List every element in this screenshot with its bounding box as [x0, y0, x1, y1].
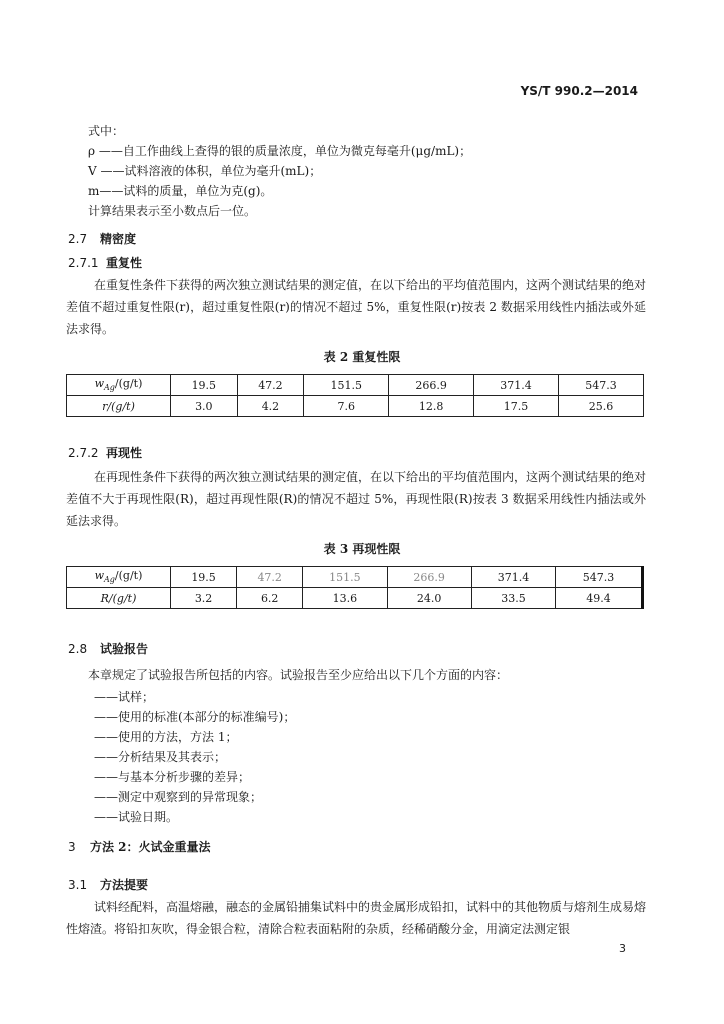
table-cell: 547.3 — [559, 375, 644, 396]
table-cell: 24.0 — [387, 588, 471, 609]
section-heading-2-7 — [68, 230, 136, 247]
symbol-w: w — [94, 377, 105, 391]
symbol-w: w — [94, 569, 105, 583]
table-cell: 4.2 — [237, 396, 304, 417]
table-row — [67, 396, 644, 417]
table-cell: 49.4 — [556, 588, 643, 609]
section-title: 再现性 — [106, 446, 143, 460]
list-item: ——测定中观察到的异常现象； — [94, 790, 263, 804]
row-header-mass-fraction — [67, 567, 171, 588]
unit-label: /(g/t) — [114, 377, 143, 391]
section-number: 2.7.2 — [68, 446, 99, 460]
test-report-intro: 本章规定了试验报告所包括的内容。试验报告至少应给出以下几个方面的内容： — [88, 668, 509, 682]
section-title: 方法提要 — [100, 878, 149, 892]
section-number: 2.7 — [68, 232, 88, 246]
section-heading-2-7-1 — [68, 254, 142, 271]
method-summary-paragraph: 试料经配料，高温熔融，融态的金属铅捕集试料中的贵金属形成铅扣，试料中的其他物质与熔剂生成易熔性熔渣。将铅扣灰吹，得金银合粒，清除合粒表面粘附的杂质，经稀硝酸分金，用滴定法测定银 — [66, 900, 647, 936]
legend-item-rho: ρ ——自工作曲线上查得的银的质量浓度，单位为微克每毫升(μg/mL)； — [88, 144, 472, 158]
table-cell: 6.2 — [237, 588, 303, 609]
table-cell: 47.2 — [237, 375, 304, 396]
list-item: ——分析结果及其表示； — [94, 750, 227, 764]
section-heading-2-8 — [68, 640, 148, 657]
table-cell: 33.5 — [471, 588, 555, 609]
subscript-ag: Ag — [104, 383, 115, 393]
section-title: 试验报告 — [100, 642, 149, 656]
page-number: 3 — [619, 942, 626, 955]
reproducibility-paragraph: 在再现性条件下获得的两次独立测试结果的测定值，在以下给出的平均值范围内，这两个测试结果的绝对差值不大于再现性限(R)，超过再现性限(R)的情况不超过 5%，再现性限(R)按表 3 数据采用线性内插法或外延法求得。 — [66, 470, 647, 528]
table-cell: 266.9 — [387, 567, 471, 588]
table-cell: 25.6 — [559, 396, 644, 417]
table-cell: 371.4 — [471, 567, 555, 588]
table-cell: 47.2 — [237, 567, 303, 588]
section-title: 精密度 — [100, 232, 137, 246]
row-header-reproducibility-limit: R/(g/t) — [67, 588, 171, 609]
section-number: 2.7.1 — [68, 256, 99, 270]
table-cell: 13.6 — [303, 588, 387, 609]
standard-code-header: YS/T 990.2—2014 — [520, 84, 638, 98]
section-title: 重复性 — [106, 256, 143, 270]
legend-item-v: V ——试料溶液的体积，单位为毫升(mL)； — [88, 164, 322, 178]
section-heading-3 — [68, 838, 211, 855]
table-cell: 151.5 — [304, 375, 389, 396]
table-cell: 151.5 — [303, 567, 387, 588]
row-header-mass-fraction — [67, 375, 171, 396]
table-cell: 266.9 — [389, 375, 474, 396]
table-cell: 3.0 — [171, 396, 238, 417]
result-precision-note: 计算结果表示至小数点后一位。 — [88, 204, 257, 218]
section-number: 2.8 — [68, 642, 88, 656]
list-item: ——试验日期。 — [94, 810, 179, 824]
table-3-caption: 表 3 再现性限 — [323, 542, 401, 556]
table-cell: 12.8 — [389, 396, 474, 417]
table-cell: 7.6 — [304, 396, 389, 417]
subscript-ag: Ag — [104, 575, 115, 585]
list-item: ——试样； — [94, 690, 155, 704]
table-cell: 19.5 — [171, 375, 238, 396]
table-row — [67, 567, 643, 588]
unit-label: /(g/t) — [114, 569, 143, 583]
list-item: ——使用的方法，方法 1； — [94, 730, 238, 744]
section-title: 方法 2：火试金重量法 — [90, 840, 211, 854]
section-number: 3.1 — [68, 878, 88, 892]
table-2-caption: 表 2 重复性限 — [323, 350, 401, 364]
table-cell: 17.5 — [474, 396, 559, 417]
list-item: ——与基本分析步骤的差异； — [94, 770, 251, 784]
table-cell: 3.2 — [171, 588, 237, 609]
list-item: ——使用的标准(本部分的标准编号)； — [94, 710, 296, 724]
section-number: 3 — [68, 840, 76, 854]
table-row — [67, 375, 644, 396]
row-header-repeatability-limit: r/(g/t) — [67, 396, 171, 417]
table-row — [67, 588, 643, 609]
repeatability-table — [66, 374, 644, 417]
legend-item-m: m——试料的质量，单位为克(g)。 — [88, 184, 273, 198]
table-cell: 547.3 — [556, 567, 643, 588]
reproducibility-table — [66, 566, 644, 609]
section-heading-3-1 — [68, 876, 148, 893]
formula-legend-intro: 式中： — [88, 124, 125, 138]
table-cell: 19.5 — [171, 567, 237, 588]
table-cell: 371.4 — [474, 375, 559, 396]
repeatability-paragraph: 在重复性条件下获得的两次独立测试结果的测定值，在以下给出的平均值范围内，这两个测试结果的绝对差值不超过重复性限(r)，超过重复性限(r)的情况不超过 5%，重复性限(r)按表 2 数据采用线性内插法或外延法求得。 — [66, 278, 647, 336]
section-heading-2-7-2 — [68, 444, 142, 461]
